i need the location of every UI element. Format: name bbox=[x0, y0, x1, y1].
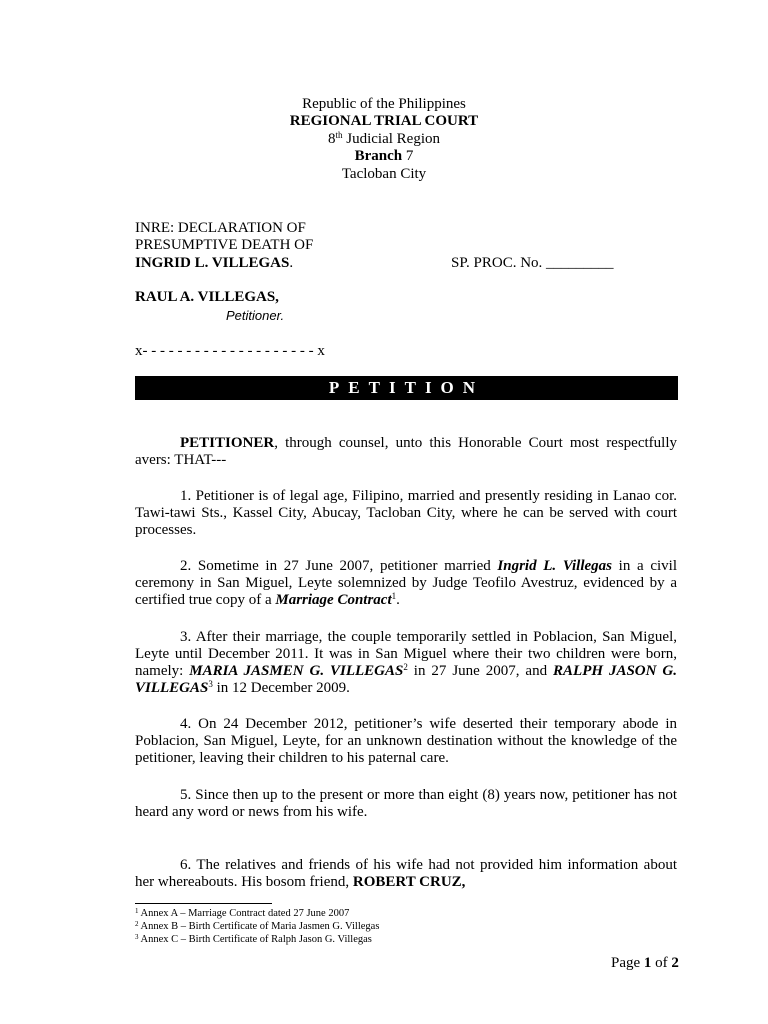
header-republic: Republic of the Philippines bbox=[302, 96, 466, 112]
paragraph-3: 3. After their marriage, the couple temporarily settled in Poblacion, San Miguel, Leyte until December 2011. It was in San Miguel where their two children were born, namely: MARIA JASMEN G. VILLEGAS$^2$ in 27 June 2007, and RALPH JASON G. VILLEGAS$^3$ in 12 December 2009. bbox=[135, 629, 677, 696]
header-city: Tacloban City bbox=[341, 166, 427, 182]
petition-title: PETITION bbox=[135, 376, 678, 400]
page-number: Page 1 of 2 bbox=[611, 955, 679, 971]
footnote-3: $^3$ Annex C – Birth Certificate of Ralph Jason G. Villegas bbox=[135, 933, 372, 945]
header-court: REGIONAL TRIAL COURT bbox=[289, 113, 479, 129]
paragraph-1: 1. Petitioner is of legal age, Filipino, married and presently residing in Lanao cor. Tawi-tawi Sts., Kassel City, Abucay, Tacloban City, where he can be served with court processes. bbox=[135, 488, 677, 538]
paragraph-6: 6. The relatives and friends of his wife had not provided him information about her whereabouts. His bosom friend, ROBERT CRUZ, bbox=[135, 857, 677, 890]
petitioner-name: RAUL A. VILLEGAS, bbox=[135, 289, 279, 305]
caption-line-1: INRE: DECLARATION OF bbox=[135, 220, 306, 236]
caption-line-3: INGRID L. VILLEGAS. bbox=[135, 255, 294, 271]
paragraph-intro: PETITIONER, through counsel, unto this Honorable Court most respectfully avers: THAT--- bbox=[135, 435, 677, 468]
footnote-2: $^2$ Annex B – Birth Certificate of Maria Jasmen G. Villegas bbox=[135, 920, 380, 932]
caption-line-2: PRESUMPTIVE DEATH OF bbox=[135, 237, 314, 253]
caption-separator: x- - - - - - - - - - - - - - - - - - - - x bbox=[135, 343, 325, 359]
case-number: SP. PROC. No. _________ bbox=[451, 255, 614, 271]
header-region: 8th Judicial Region bbox=[327, 130, 440, 147]
paragraph-5: 5. Since then up to the present or more than eight (8) years now, petitioner has not heard any word or news from his wife. bbox=[135, 787, 677, 820]
footnote-rule bbox=[135, 903, 272, 904]
petitioner-role: Petitioner. bbox=[226, 308, 285, 323]
paragraph-2: 2. Sometime in 27 June 2007, petitioner married Ingrid L. Villegas in a civil ceremony in San Miguel, Leyte solemnized by Judge Teofilo Avestruz, evidenced by a certified true copy of a Marriage Contract$^1$. bbox=[135, 558, 677, 608]
footnote-1: $^1$ Annex A – Marriage Contract dated 27 June 2007 bbox=[135, 907, 350, 919]
header-branch: Branch 7 bbox=[354, 148, 414, 164]
paragraph-4: 4. On 24 December 2012, petitioner’s wife deserted their temporary abode in Poblacion, San Miguel, Leyte, for an unknown destination without the knowledge of the petitioner, leaving their children to his paternal care. bbox=[135, 716, 677, 766]
